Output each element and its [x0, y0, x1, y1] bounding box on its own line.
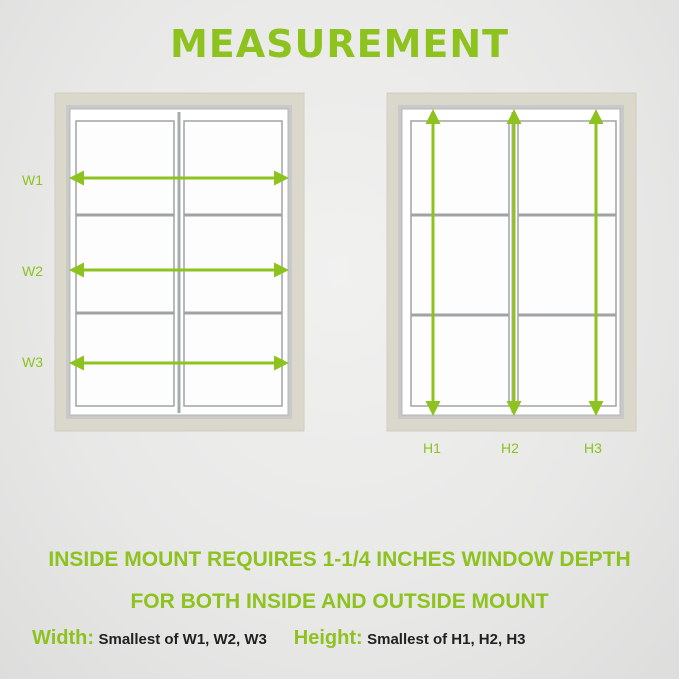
measurement-rules	[32, 627, 526, 650]
h1-label: H1	[423, 440, 441, 456]
h2-label: H2	[501, 440, 519, 456]
width-rule-sep: :	[87, 627, 95, 649]
w3-label: W3	[22, 354, 43, 370]
h3-label: H3	[584, 440, 602, 456]
w1-label: W1	[22, 172, 43, 188]
w2-label: W2	[22, 263, 43, 279]
page-title: MEASUREMENT	[169, 22, 510, 66]
note-depth-requirement: INSIDE MOUNT REQUIRES 1-1/4 INCHES WINDOW DEPTH	[48, 548, 631, 571]
right-window	[387, 93, 636, 431]
height-rule-sep: :	[355, 627, 363, 649]
width-rule-value: Smallest of W1, W2, W3	[98, 631, 267, 648]
width-rule-key: Width	[32, 627, 88, 649]
height-rule-key: Height	[293, 627, 356, 649]
height-rule-value: Smallest of H1, H2, H3	[367, 631, 526, 648]
left-window	[55, 93, 304, 431]
note-mount-type: FOR BOTH INSIDE AND OUTSIDE MOUNT	[130, 590, 549, 613]
